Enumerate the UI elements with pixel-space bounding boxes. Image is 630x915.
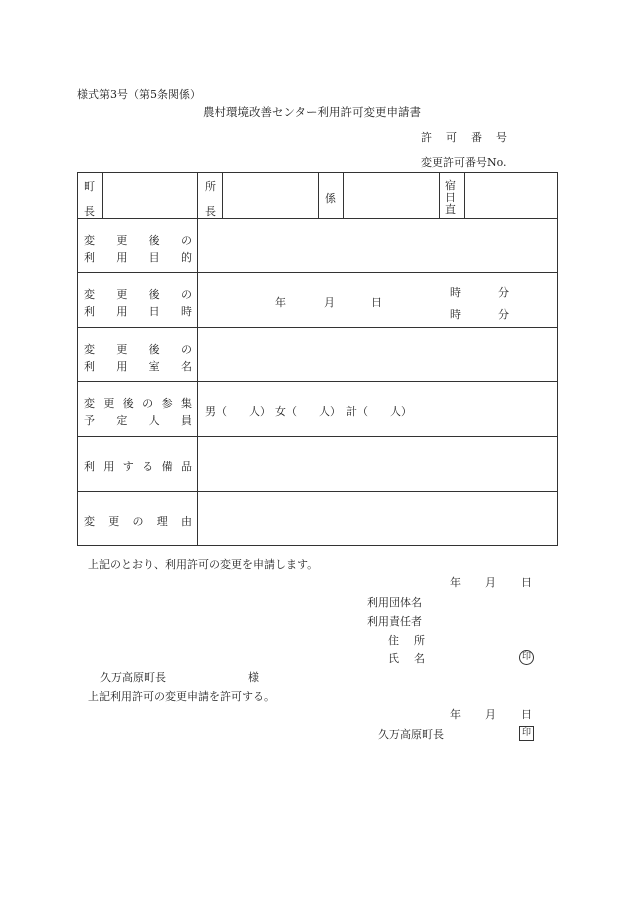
purpose-label-line2: 利 用 目 的 [84,251,192,264]
approval-date-month: 月 [485,708,496,721]
staff-label: 係 [325,192,336,205]
town-head-label-top: 町 [84,180,95,193]
applicant-group-label: 利用団体名 [367,596,422,609]
town-head-label-bottom: 長 [84,205,95,218]
approver-name: 久万高原町長 [378,728,444,741]
permit-number-label: 許 可 番 号 [421,131,507,144]
night-duty-label-2: 日 [445,191,456,204]
datetime-month: 月 [324,296,335,309]
datetime-label-line2: 利 用 日 時 [84,305,192,318]
start-hour: 時 [450,286,461,299]
form-number: 様式第3号（第5条関係） [77,88,201,101]
attendees-label-line2: 予 定 人 員 [84,414,192,427]
approval-statement: 上記利用許可の変更申請を許可する。 [88,690,275,703]
addressee-name: 久万高原町長 [100,671,166,684]
attendees-label-line1: 変 更 後 の 参 集 [84,397,192,410]
applicant-responsible-label: 利用責任者 [367,615,422,628]
start-minute: 分 [498,286,509,299]
approver-seal-icon: 印 [519,726,534,741]
application-date-year: 年 [450,576,461,589]
reason-label: 変 更 の 理 由 [84,515,192,528]
room-label-line1: 変 更 後 の [84,343,192,356]
director-label-bottom: 長 [205,205,216,218]
purpose-label-line1: 変 更 後 の [84,234,192,247]
addressee-honorific: 様 [248,671,259,684]
room-label-line2: 利 用 室 名 [84,360,192,373]
night-duty-label-3: 直 [445,203,456,216]
application-date-month: 月 [485,576,496,589]
attendees-male: 男（ 人） [205,405,271,418]
director-label-top: 所 [205,180,216,193]
attendees-female: 女（ 人） [275,405,341,418]
equipment-label: 利 用 す る 備 品 [84,460,192,473]
end-hour: 時 [450,308,461,321]
datetime-label-line1: 変 更 後 の [84,288,192,301]
datetime-year: 年 [275,296,286,309]
approval-date-year: 年 [450,708,461,721]
applicant-name-label: 氏 名 [388,652,425,665]
form-title: 農村環境改善センター利用許可変更申請書 [203,105,422,119]
approval-date-day: 日 [521,708,532,721]
applicant-address-label: 住 所 [388,634,425,647]
night-duty-label-1: 宿 [445,179,456,192]
end-minute: 分 [498,308,509,321]
applicant-seal-icon: 印 [519,650,534,665]
changed-permit-number-label: 変更許可番号No. [421,156,507,169]
datetime-day: 日 [371,296,382,309]
attendees-total: 計（ 人） [346,405,412,418]
application-statement: 上記のとおり、利用許可の変更を申請します。 [88,558,319,571]
application-date-day: 日 [521,576,532,589]
